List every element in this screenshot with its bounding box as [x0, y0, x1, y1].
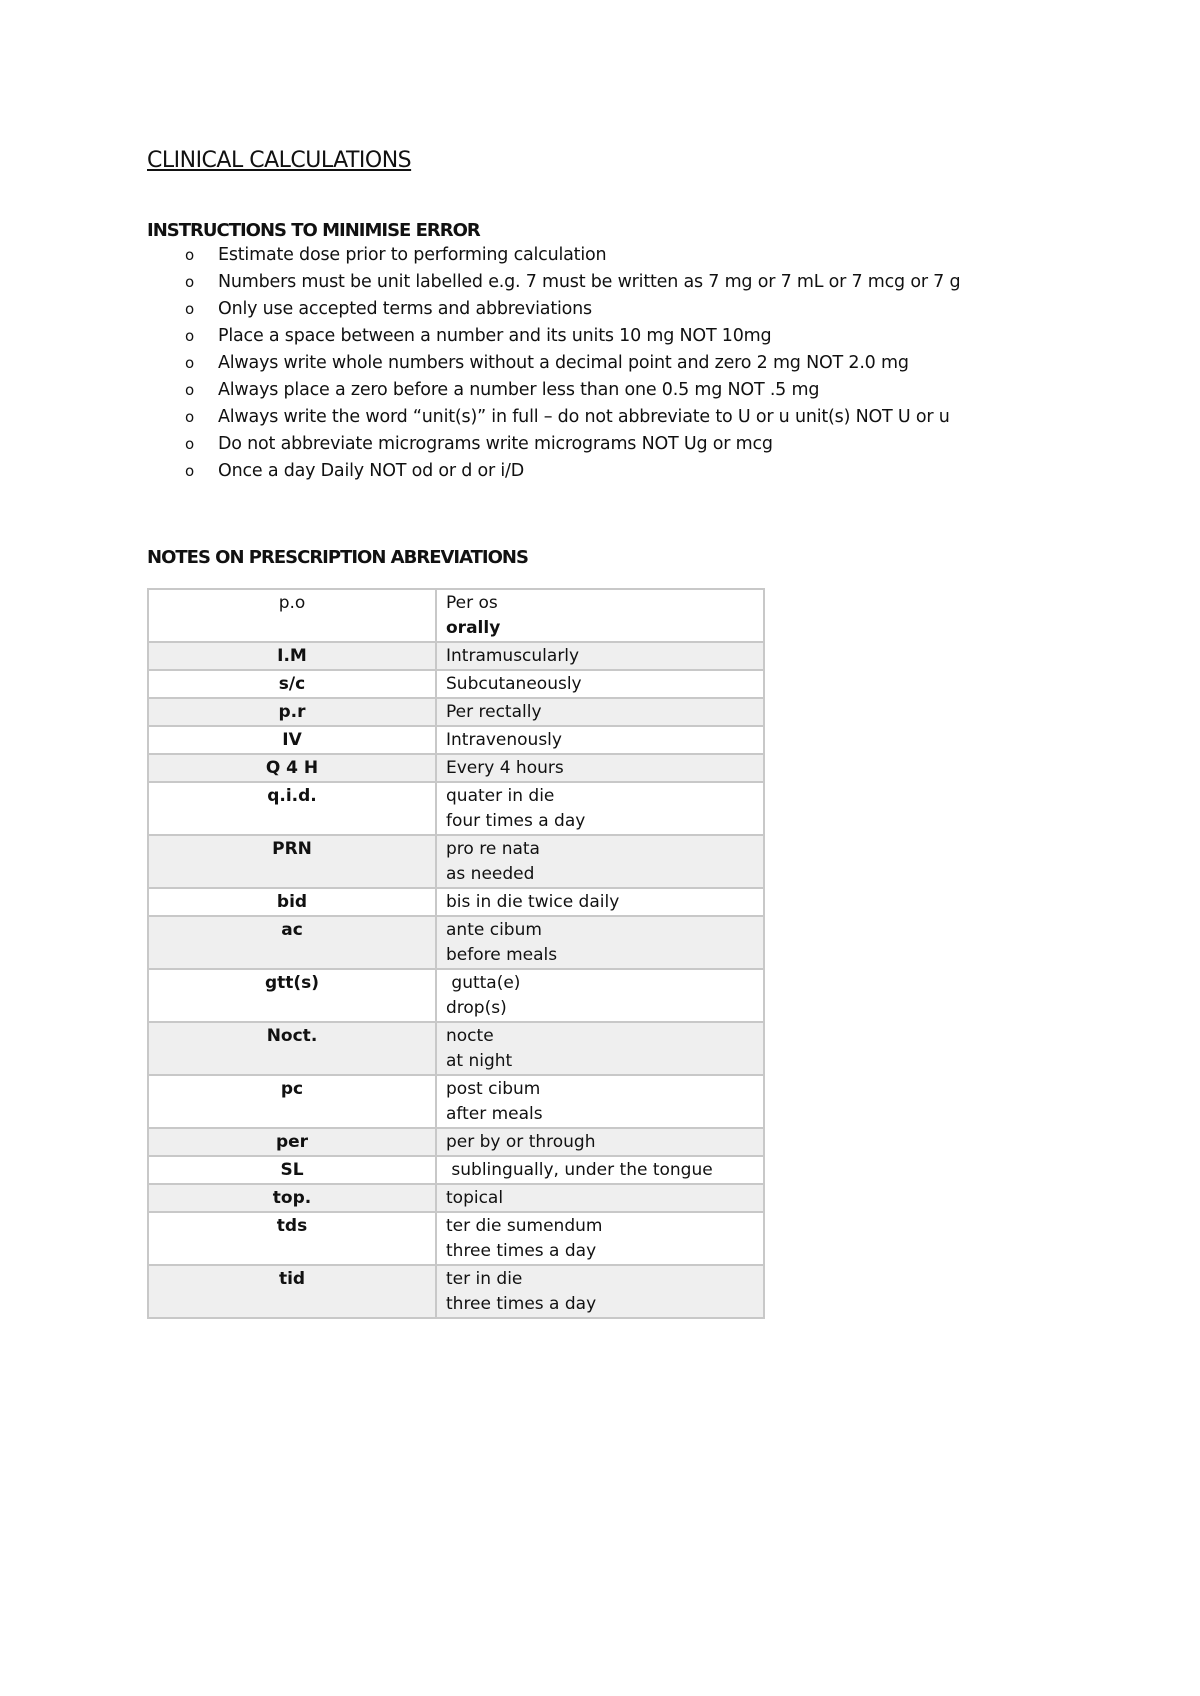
list-item-text: Do not abbreviate micrograms write micrograms NOT Ug or mcg	[218, 434, 773, 454]
meaning-cell	[436, 782, 764, 835]
list-item	[147, 269, 960, 296]
list-item-text: Estimate dose prior to performing calculation	[218, 245, 607, 265]
meaning-cell	[436, 1265, 764, 1318]
table-row	[148, 754, 764, 782]
table-row	[148, 1075, 764, 1128]
meaning-line: Intravenously	[446, 730, 562, 750]
list-item	[147, 404, 960, 431]
bullet-icon: o	[185, 408, 195, 426]
meaning-cell	[436, 670, 764, 698]
table-row	[148, 642, 764, 670]
meaning-cell	[436, 1212, 764, 1265]
meaning-cell	[436, 1022, 764, 1075]
meaning-line: gutta(e)	[446, 973, 521, 993]
bullet-icon: o	[185, 462, 195, 480]
table-row	[148, 698, 764, 726]
list-item-text: Always write the word “unit(s)” in full – do not abbreviate to U or u unit(s) NOT U or u	[218, 407, 950, 427]
abbreviation-cell: q.i.d.	[148, 782, 436, 835]
meaning-cell	[436, 916, 764, 969]
meaning-cell	[436, 835, 764, 888]
meaning-line: Intramuscularly	[446, 646, 580, 666]
meaning-cell	[436, 698, 764, 726]
abbreviation-cell: I.M	[148, 642, 436, 670]
abbreviation-cell: tid	[148, 1265, 436, 1318]
table-row	[148, 835, 764, 888]
bullet-icon: o	[185, 246, 195, 264]
abbreviation-cell: pc	[148, 1075, 436, 1128]
meaning-line: ter in die	[446, 1269, 523, 1289]
meaning-cell	[436, 1156, 764, 1184]
meaning-cell	[436, 1184, 764, 1212]
meaning-line: orally	[446, 618, 501, 638]
abbreviation-cell: gtt(s)	[148, 969, 436, 1022]
list-item	[147, 296, 960, 323]
abbreviation-cell: tds	[148, 1212, 436, 1265]
table-row	[148, 1022, 764, 1075]
abbreviations-table	[147, 588, 765, 1319]
meaning-cell	[436, 754, 764, 782]
meaning-line: four times a day	[446, 811, 586, 831]
meaning-line: Per os	[446, 593, 498, 613]
abbreviation-cell: p.o	[148, 589, 436, 642]
list-item-text: Always write whole numbers without a decimal point and zero 2 mg NOT 2.0 mg	[218, 353, 909, 373]
abbreviation-cell: Noct.	[148, 1022, 436, 1075]
list-item	[147, 431, 960, 458]
meaning-line: drop(s)	[446, 998, 507, 1018]
table-row	[148, 670, 764, 698]
meaning-line: as needed	[446, 864, 535, 884]
meaning-line: nocte	[446, 1026, 494, 1046]
meaning-cell	[436, 888, 764, 916]
table-row	[148, 1128, 764, 1156]
table-row	[148, 969, 764, 1022]
bullet-icon: o	[185, 435, 195, 453]
bullet-icon: o	[185, 381, 195, 399]
meaning-cell	[436, 969, 764, 1022]
list-item	[147, 458, 960, 485]
abbreviation-cell: Q 4 H	[148, 754, 436, 782]
meaning-line: sublingually, under the tongue	[446, 1160, 713, 1180]
meaning-line: before meals	[446, 945, 558, 965]
abbreviation-cell: top.	[148, 1184, 436, 1212]
meaning-line: ter die sumendum	[446, 1216, 603, 1236]
bullet-icon: o	[185, 327, 195, 345]
list-item	[147, 350, 960, 377]
meaning-line: topical	[446, 1188, 504, 1208]
list-item-text: Numbers must be unit labelled e.g. 7 must be written as 7 mg or 7 mL or 7 mcg or 7 g	[218, 272, 961, 292]
meaning-cell	[436, 1075, 764, 1128]
meaning-line: Subcutaneously	[446, 674, 582, 694]
meaning-cell	[436, 642, 764, 670]
instructions-list	[147, 242, 960, 485]
meaning-line: Every 4 hours	[446, 758, 564, 778]
table-row	[148, 1212, 764, 1265]
meaning-line: bis in die twice daily	[446, 892, 620, 912]
bullet-icon: o	[185, 354, 195, 372]
bullet-icon: o	[185, 273, 195, 291]
meaning-cell	[436, 589, 764, 642]
meaning-line: three times a day	[446, 1241, 597, 1261]
abbreviation-cell: s/c	[148, 670, 436, 698]
meaning-line: after meals	[446, 1104, 543, 1124]
list-item-text: Always place a zero before a number less than one 0.5 mg NOT .5 mg	[218, 380, 820, 400]
abbreviation-cell: p.r	[148, 698, 436, 726]
meaning-cell	[436, 726, 764, 754]
meaning-line: pro re nata	[446, 839, 540, 859]
meaning-line: quater in die	[446, 786, 555, 806]
abbreviation-cell: per	[148, 1128, 436, 1156]
abbreviation-cell: IV	[148, 726, 436, 754]
abbreviations-heading: NOTES ON PRESCRIPTION ABREVIATIONS	[147, 547, 528, 568]
page-title: CLINICAL CALCULATIONS	[147, 148, 412, 173]
meaning-line: three times a day	[446, 1294, 597, 1314]
list-item-text: Once a day Daily NOT od or d or i/D	[218, 461, 525, 481]
meaning-line: ante cibum	[446, 920, 542, 940]
table-row	[148, 1265, 764, 1318]
abbreviation-cell: SL	[148, 1156, 436, 1184]
table-row	[148, 916, 764, 969]
list-item	[147, 377, 960, 404]
instructions-heading: INSTRUCTIONS TO MINIMISE ERROR	[147, 220, 480, 241]
table-row	[148, 1156, 764, 1184]
abbreviation-cell: ac	[148, 916, 436, 969]
list-item	[147, 323, 960, 350]
meaning-cell	[436, 1128, 764, 1156]
abbreviation-cell: bid	[148, 888, 436, 916]
list-item-text: Only use accepted terms and abbreviations	[218, 299, 592, 319]
table-row	[148, 589, 764, 642]
meaning-line: Per rectally	[446, 702, 542, 722]
table-row	[148, 726, 764, 754]
abbreviation-cell: PRN	[148, 835, 436, 888]
table-row	[148, 782, 764, 835]
meaning-line: post cibum	[446, 1079, 541, 1099]
list-item	[147, 242, 960, 269]
list-item-text: Place a space between a number and its units 10 mg NOT 10mg	[218, 326, 772, 346]
bullet-icon: o	[185, 300, 195, 318]
table-row	[148, 888, 764, 916]
table-row	[148, 1184, 764, 1212]
meaning-line: at night	[446, 1051, 513, 1071]
meaning-line: per by or through	[446, 1132, 596, 1152]
